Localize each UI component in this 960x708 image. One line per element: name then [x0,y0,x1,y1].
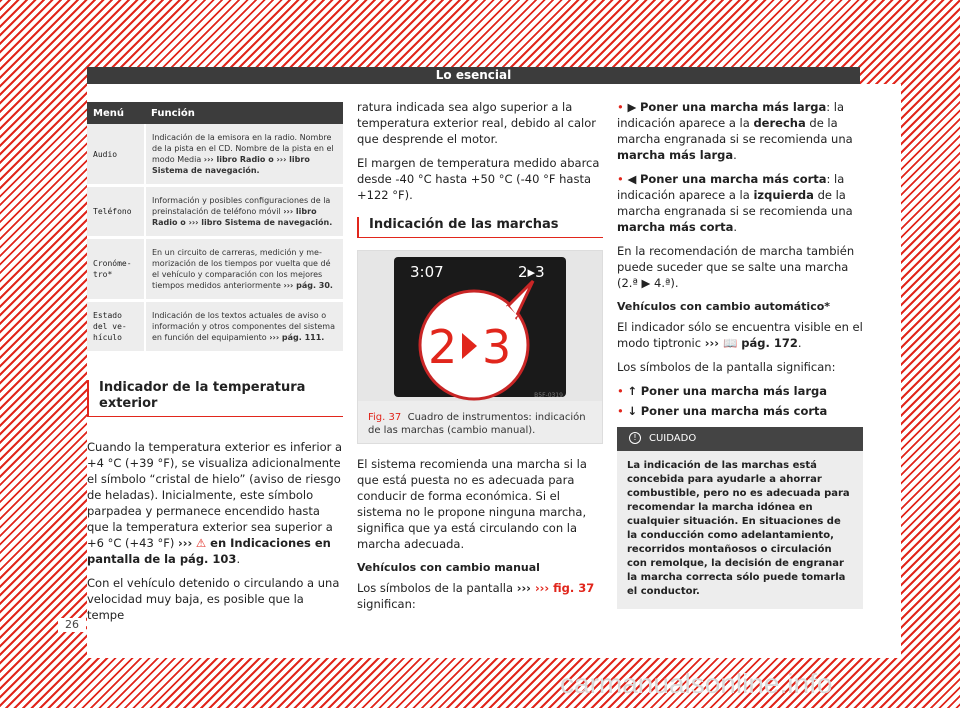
table-row [87,301,343,353]
figure-link[interactable]: ››› ››› fig. 37 [516,581,595,595]
sub-heading-automatic: Vehículos con cambio automático* [617,300,831,313]
paragraph: Cuando la temperatura exterior es inferior a +4 °C (+39 °F), se visualiza adicionalmente el símbolo “cristal de hielo” (aviso de riesgo de heladas). Inicialmente, este símbolo parpadea y permanece encendido hasta que la temperatura exterior sea superior a +6 °C (+43 °F) ››› ⚠ en Indicaciones en pantalla de la pág. 103. [87,440,343,566]
paragraph: Los símbolos de la pantalla significan: [617,360,836,374]
paragraph: El sistema recomienda una marcha si la que está puesta no es adecuada para conducir de forma económica. Si el sistema no le propone ninguna marcha, significa que ya está circulando con la marcha adecuada. [357,457,587,551]
bullet-dot-icon: • [617,100,624,114]
table-row [87,124,343,186]
menu-table [87,102,343,354]
caution-body: La indicación de las marchas está concebida para ayudarle a ahorrar combustible, pero no es adecuada para recomendar la marcha idónea en cualquier situación. En situaciones de la conducción como adelantamiento, recorridos montañosos o circulación con remolque, la decisión de engranar la marcha correcta sólo puede tomarla el conductor. [627,460,850,597]
bullet-dot-icon: • [617,404,624,418]
funcion-text: Indicación de los textos actuales de aviso o información y otros componentes del sistema en función del equipamiento [152,311,335,342]
funcion-text: En un circuito de carreras, medición y memorización de los tiempos por vuelta que dé el vehículo y comparación con los mejores tiempos medidos anteriormente [152,248,331,290]
funcion-cell [145,301,343,353]
column-1 [87,84,343,631]
paragraph: Con el vehículo detenido o circulando a una velocidad muy baja, es posible que la tempe [87,576,340,622]
bullet-dot-icon: • [617,172,624,186]
page-content [87,84,901,658]
bullet-dot-icon: • [617,384,624,398]
menu-cell: Audio [87,124,145,186]
funcion-text: Información y posibles configuraciones de la preinstalación de teléfono móvil [152,196,331,216]
column-3 [617,84,863,609]
paragraph: El indicador sólo se encuentra visible en el modo tiptronic ››› 📖 pág. 172. [617,320,863,350]
bullet-gear-up: • ▶ Poner una marcha más larga: la indicación aparece a la derecha de la marcha engranada si se recomienda una marcha más larga. [617,100,853,162]
bullet-down: • ↓ Poner una marcha más corta [617,404,828,418]
caution-header: ! CUIDADO [617,427,863,451]
big-gear-to: 3 [482,320,512,374]
funcion-cell [145,124,343,186]
paragraph: Los símbolos de la pantalla ››› ››› fig. 37 significan: [357,581,595,611]
section-heading-temperature: Indicador de la temperatura exterior [87,380,343,417]
big-gear-from: 2 [428,320,458,374]
sub-heading-manual: Vehículos con cambio manual [357,561,540,574]
table-row [87,238,343,301]
table-row [87,186,343,238]
arrow-up-icon: ↑ [627,384,638,398]
bullet-gear-down: • ◀ Poner una marcha más corta: la indicación aparece a la izquierda de la marcha engranada si se recomienda una marcha más corta. [617,172,853,234]
link-arrow[interactable]: ››› [177,536,193,550]
funcion-cell [145,238,343,301]
bullet-up: • ↑ Poner una marcha más larga [617,384,828,398]
gear-display-image [358,251,602,401]
chevron-right-icon: ▶ [627,100,637,114]
column-2 [357,84,603,620]
paragraph: En la recomendación de marcha también puede suceder que se salte una marcha (2.ª ▶ 4.ª). [617,244,855,290]
section-heading-gears: Indicación de las marchas [357,217,603,238]
table-header-funcion: Función [145,102,343,124]
warning-triangle-icon: ⚠ [195,536,207,550]
paragraph: El margen de temperatura medido abarca desde -40 °C hasta +50 °C (-40 °F hasta +122 °F). [357,156,600,202]
funcion-cell [145,186,343,238]
arrow-down-icon: ↓ [627,404,638,418]
figure-37 [357,250,603,444]
caution-box [617,427,863,609]
funcion-link[interactable]: ››› libro Radio o ››› libro Sistema de navegación. [152,155,310,175]
table-header-menu: Menú [87,102,145,124]
funcion-link[interactable]: ››› libro Radio o ››› libro Sistema de navegación. [152,207,333,227]
menu-cell: Teléfono [87,186,145,238]
menu-cell: Cronómetro* [87,238,145,301]
menu-cell: Estado del vehículo [87,301,145,353]
watermark: carmanualsonline.info [560,668,833,699]
page-header: Lo esencial [87,67,860,84]
funcion-link[interactable]: ››› pág. 30. [283,281,333,290]
link-text[interactable]: en Indicaciones en pantalla de la pág. 103 [87,536,331,566]
page-number: 26 [58,618,86,632]
chevron-left-icon: ◀ [627,172,637,186]
figure-code: B5F-0319 [534,392,563,399]
small-gear-indicator: 2▸3 [518,263,545,281]
info-circle-icon: ! [629,432,641,444]
book-icon: 📖 [722,336,738,350]
time-readout: 3:07 [410,263,444,281]
figure-caption: Fig. 37 Cuadro de instrumentos: indicación de las marchas (cambio manual). [368,412,586,436]
tiptronic-link[interactable]: ››› 📖 pág. 172 [704,336,798,350]
funcion-text: Indicación de la emisora en la radio. Nombre de la pista en el CD. Nombre de la pista en el modo Media [152,133,334,164]
funcion-link[interactable]: ››› pág. 111. [269,333,325,342]
paragraph: ratura indicada sea algo superior a la temperatura exterior real, debido al calor que desprende el motor. [357,100,596,146]
